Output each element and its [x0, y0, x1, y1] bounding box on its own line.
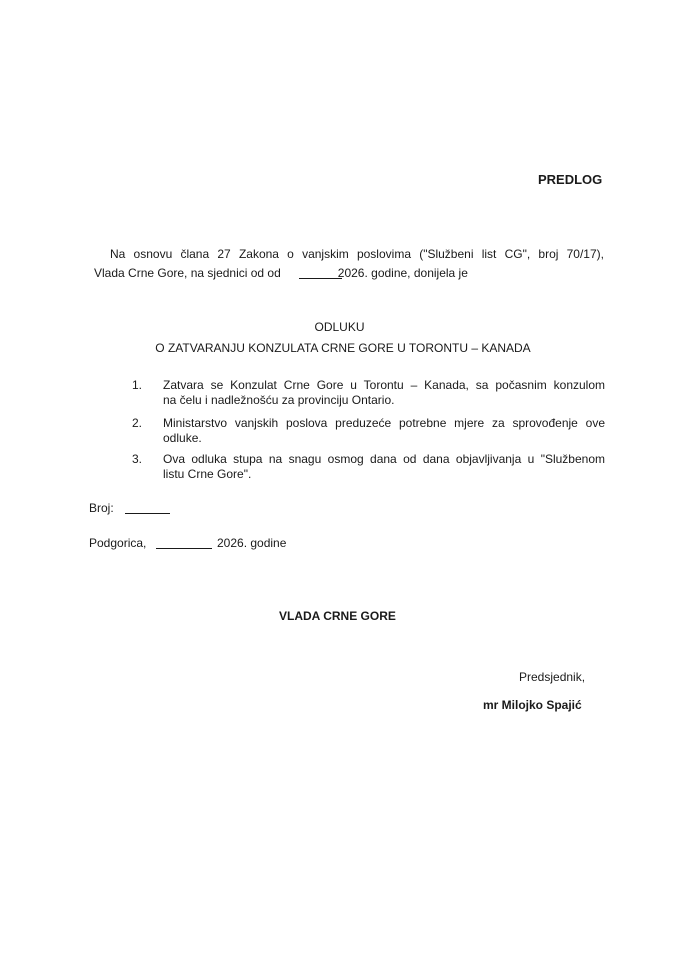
item-text-line-2: listu Crne Gore".: [163, 467, 252, 481]
year-text: 2026. godine: [217, 536, 287, 550]
item-text-line-2: na čelu i nadležnošću za provinciju Ontario.: [163, 393, 395, 407]
decision-heading: ODLUKU: [314, 320, 365, 334]
decision-subject: O ZATVARANJU KONZULATA CRNE GORE U TORONTU – KANADA: [155, 341, 531, 355]
item-text-line-1: Ova odluka stupa na snagu osmog dana od dana objavljivanja u "Službenom: [163, 452, 605, 466]
item-text-line-2: odluke.: [163, 431, 202, 445]
preamble-line-1: Na osnovu člana 27 Zakona o vanjskim poslovima ("Službeni list CG", broj 70/17),: [110, 247, 604, 261]
place-label: Podgorica,: [89, 536, 147, 550]
preamble-line-2-end: 2026. godine, donijela je: [337, 266, 468, 280]
item-number: 1.: [132, 378, 143, 392]
president-label: Predsjednik,: [519, 670, 586, 684]
preamble-line-2: [94, 266, 468, 280]
signatory-name: mr Milojko Spajić: [483, 698, 582, 712]
item-text-line-1: Ministarstvo vanjskih poslova preduzeće potrebne mjere za sprovođenje ove: [163, 416, 605, 430]
item-number: 2.: [132, 416, 143, 430]
number-label: Broj:: [89, 501, 114, 515]
preamble-date-blank-line: [299, 278, 342, 279]
government-name: VLADA CRNE GORE: [279, 609, 396, 623]
item-text-line-1: Zatvara se Konzulat Crne Gore u Torontu – Kanada, sa počasnim konzulom: [163, 378, 605, 392]
preamble-line-2-start: Vlada Crne Gore, na sjednici od od: [94, 266, 281, 280]
proposal-label: PREDLOG: [538, 172, 603, 187]
number-blank-line: [125, 513, 170, 514]
date-blank-line: [156, 548, 212, 549]
item-number: 3.: [132, 452, 143, 466]
